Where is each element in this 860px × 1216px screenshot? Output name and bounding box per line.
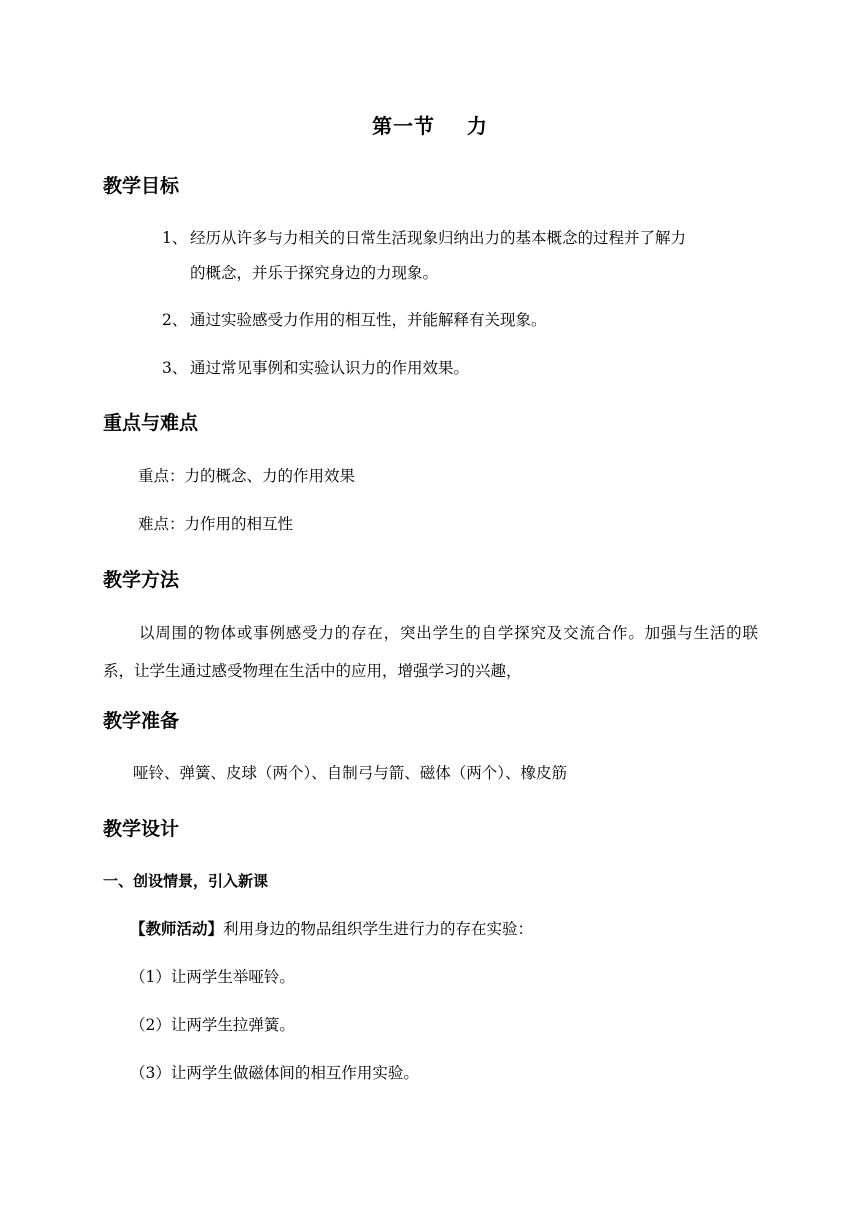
document-title: 第一节 力 [372, 114, 488, 138]
step-item: （1）让两学生举哑铃。 [130, 968, 295, 986]
objective-number: 2、 [162, 311, 188, 329]
key-point-text: 重点：力的概念、力的作用效果 [138, 467, 356, 485]
teacher-activity-text: 利用身边的物品组织学生进行力的存在实验： [223, 920, 534, 938]
difficulty-text: 难点：力作用的相互性 [138, 515, 294, 533]
heading-objectives: 教学目标 [103, 175, 180, 197]
objective-text: 通过常见事例和实验认识力的作用效果。 [190, 359, 470, 377]
subheading-intro: 一、创设情景，引入新课 [103, 872, 269, 890]
heading-key-points: 重点与难点 [103, 412, 199, 434]
methods-paragraph: 以周围的物体或事例感受力的存在，突出学生的自学探究及交流合作。加强与生活的联系，让学生通过感受物理在生活中的应用，增强学习的兴趣， [103, 624, 758, 680]
objective-text-line2: 的概念，并乐于探究身边的力现象。 [190, 264, 439, 282]
teacher-activity-label: 【教师活动】 [130, 919, 224, 938]
teacher-activity [130, 918, 533, 940]
objective-text-line1: 经历从许多与力相关的日常生活现象归纳出力的基本概念的过程并了解力 [190, 229, 687, 247]
objective-text: 通过实验感受力作用的相互性，并能解释有关现象。 [190, 311, 547, 329]
step-item: （3）让两学生做磁体间的相互作用实验。 [130, 1064, 419, 1082]
heading-design: 教学设计 [103, 818, 180, 840]
objective-number: 1、 [162, 229, 188, 247]
objective-number: 3、 [162, 359, 188, 377]
step-item: （2）让两学生拉弹簧。 [130, 1016, 295, 1034]
preparation-text: 哑铃、弹簧、皮球（两个）、自制弓与箭、磁体（两个）、橡皮筋 [133, 764, 568, 782]
heading-methods: 教学方法 [103, 569, 180, 591]
heading-preparation: 教学准备 [103, 710, 180, 732]
